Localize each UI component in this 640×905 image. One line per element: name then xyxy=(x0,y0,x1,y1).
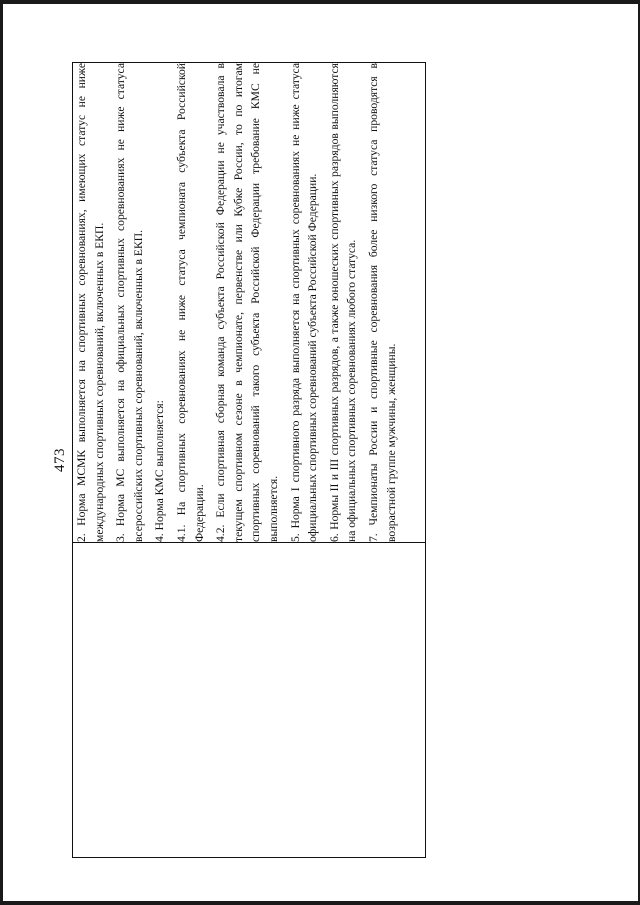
page-number: 473 xyxy=(52,448,68,472)
table-row xyxy=(73,63,426,858)
scan-edge-top xyxy=(0,0,640,4)
rule-paragraph-2: 2. Норма МСМК выполняется на спортивных соревнованиях, имеющих статус не ниже международных спортивных соревнований, включенных в ЕКП. xyxy=(75,63,106,542)
rule-paragraph-5: 5. Норма I спортивного разряда выполняется на спортивных соревнованиях не ниже статуса официальных спортивных соревнований субъекта Российской Федерации. xyxy=(288,63,320,542)
rotated-page xyxy=(52,62,432,858)
scan-edge-left xyxy=(0,0,3,905)
rule-paragraph-4-1: 4.1. На спортивных соревнованиях не ниже статуса чемпионата субъекта Российской Федерации. xyxy=(174,63,206,542)
rule-paragraph-4: 4. Норма КМС выполняется: xyxy=(153,400,167,542)
empty-left-cell xyxy=(73,543,426,858)
rule-paragraph-7: 7. Чемпионаты России и спортивные соревнования более низкого статуса проводятся в возрастной группе мужчины, женщины. xyxy=(366,63,398,542)
rule-paragraph-6: 6. Нормы II и III спортивных разрядов, а также юношеских спортивных разрядов выполняются на официальных спортивных соревнованиях любого статуса. xyxy=(327,63,359,542)
rule-paragraph-3: 3. Норма МС выполняется на официальных спортивных соревнованиях не ниже статуса всероссийских спортивных соревнований, включенных в ЕКП. xyxy=(114,63,145,542)
scan-edge-bottom xyxy=(0,901,640,905)
rules-cell xyxy=(73,63,426,543)
rule-paragraph-4-2: 4.2. Если спортивная сборная команда субъекта Российской Федерации не участвовала в текущем спортивном сезоне в чемпионате, первенстве или Кубке России, то по итогам спортивных соревнований такого субъекта Российской Федерации требование КМС не выполняется. xyxy=(214,63,280,542)
rules-table xyxy=(72,62,426,858)
